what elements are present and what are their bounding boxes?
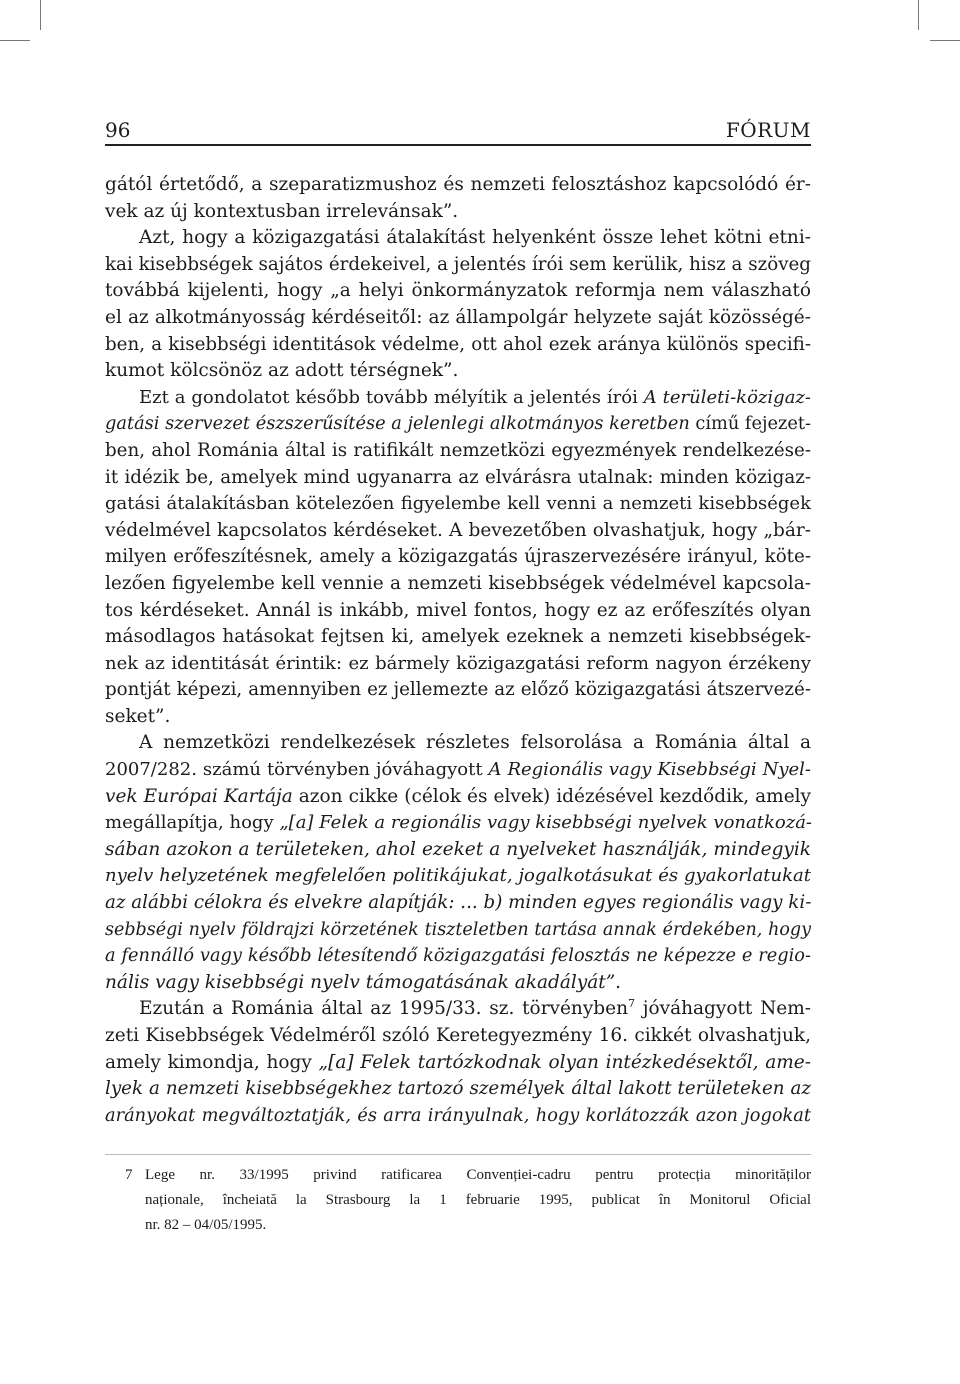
text-line: A nemzetközi rendelkezések részletes felsorolása a Románia által a [139, 732, 811, 754]
text-line: gatási szervezet észszerűsítése a jelenlegi alkotmányos keretben című fejezet- [105, 414, 811, 435]
body-text [105, 172, 811, 1129]
text-line: it idézik be, amelyek mind ugyanarra az elvárásra utalnak: minden közigaz- [105, 466, 811, 488]
text-line: vek Európai Kartája azon cikke (célok és elvek) idézésével kezdődik, amely [105, 785, 812, 807]
quote-line: sában azokon a területeken, ahol ezeket a nyelveket használják, mindegyik [105, 838, 811, 860]
quote-line: a fennálló vagy később létesítendő közigazgatási felosztás ne képezze e regio- [105, 946, 811, 967]
text-line: ben, a kisebbségi identitások védelme, ott ahol ezek aránya különös specifi- [105, 333, 811, 355]
footnote [105, 1163, 811, 1238]
text-line: zeti Kisebbségek Védelméről szóló Keretegyezmény 16. cikkét olvashatjuk, [105, 1025, 811, 1046]
header-rule [105, 144, 811, 146]
text-line: kai kisebbségek sajátos érdekeivel, a jelentés írói sem kerülik, hisz a szöveg [105, 253, 811, 275]
text-line: másodlagos hatásokat fejtsen ki, amelyek ezeknek a nemzeti kisebbségek- [105, 626, 811, 648]
text-line: el az alkotmányosság kérdéseitől: az állampolgár helyzete saját közösségé- [105, 306, 811, 328]
text-line: pontját képezi, amennyiben ez jellemezte az előző közigazgatási átszervezé- [105, 679, 811, 701]
crop-mark [40, 0, 41, 30]
text-line: gatási átalakításban kötelezően figyelembe kell venni a nemzeti kisebbségek [105, 493, 811, 515]
text-line: lezően figyelembe kell vennie a nemzeti kisebbségek védelmével kapcsola- [105, 572, 811, 594]
text-line: kumot kölcsönöz az adott térségnek”. [105, 360, 459, 382]
quote-line: az alábbi célokra és elvekre alapítják: ... b) minden egyes regionális vagy ki- [105, 892, 812, 914]
quote-line: lyek a nemzeti kisebbségekhez tartozó személyek által lakott területeken az [105, 1078, 811, 1100]
text-line: nek az identitását érintik: ez bármely közigazgatási reform nagyon érzékeny [105, 652, 811, 674]
text-line: Ezt a gondolatot később tovább mélyítik a jelentés írói A területi-közigaz- [139, 386, 811, 408]
footnote-line: naționale, încheiată la Strasbourg la 1 februarie 1995, publicat în Monitorul Oficial [145, 1192, 811, 1208]
text-line: 2007/282. számú törvényben jóváhagyott A Regionális vagy Kisebbségi Nyel- [105, 759, 811, 781]
running-head: FÓRUM [725, 118, 811, 142]
text-line: seket”. [105, 705, 171, 727]
crop-mark [930, 40, 960, 41]
text-line: továbbá kijelenti, hogy „a helyi önkormányzatok reformja nem válaszható [105, 280, 811, 302]
page-number: 96 [105, 118, 131, 142]
crop-mark [918, 0, 919, 30]
crop-mark [0, 40, 30, 41]
text-line: Ezután a Románia által az 1995/33. sz. törvényben$^7$ jóváhagyott Nem- [139, 997, 811, 1020]
text-line: megállapítja, hogy „[a] Felek a regionális vagy kisebbségi nyelvek vonatkozá- [105, 812, 813, 834]
page-header [105, 118, 811, 144]
quote-line: sebbségi nyelv földrajzi körzetének tiszteletben tartása annak érdekében, hogy [105, 919, 811, 940]
text-line: tos kérdéseket. Annál is inkább, mivel fontos, hogy ez az erőfeszítés olyan [105, 599, 811, 621]
text-line: Azt, hogy a közigazgatási átalakítást helyenként össze lehet kötni etni- [139, 227, 811, 249]
quote-line: nális vagy kisebbségi nyelv támogatásának akadályát”. [105, 971, 622, 993]
text-line: gától értetődő, a szeparatizmushoz és nemzeti felosztáshoz kapcsolódó ér- [105, 174, 811, 195]
quote-line: arányokat megváltoztatják, és arra irányulnak, hogy korlátozzák azon jogokat [105, 1105, 811, 1126]
footnote-rule [105, 1154, 811, 1155]
text-line: ben, ahol Románia által is ratifikált nemzetközi egyezmények rendelkezése- [105, 439, 811, 461]
footnote-line: nr. 82 – 04/05/1995. [145, 1217, 267, 1233]
text-line: vek az új kontextusban irrelevánsak”. [105, 200, 459, 222]
footnote-line: 7 Lege nr. 33/1995 privind ratificarea Convenției-cadru pentru protecția minorităților [105, 1163, 811, 1188]
footnote-number: 7 [125, 1167, 133, 1183]
text-line: milyen erőfeszítésnek, amely a közigazgatás újraszervezésére irányul, köte- [105, 546, 811, 568]
text-line: amely kimondja, hogy „[a] Felek tartózkodnak olyan intézkedésektől, ame- [105, 1051, 811, 1073]
text-line: védelmével kapcsolatos kérdéseket. A bevezetőben olvashatjuk, hogy „bár- [105, 519, 811, 541]
footnote-ref[interactable]: 7 [628, 997, 636, 1011]
quote-line: nyelv helyzetének megfelelően politikájukat, jogalkotásukat és gyakorlatukat [105, 865, 811, 887]
